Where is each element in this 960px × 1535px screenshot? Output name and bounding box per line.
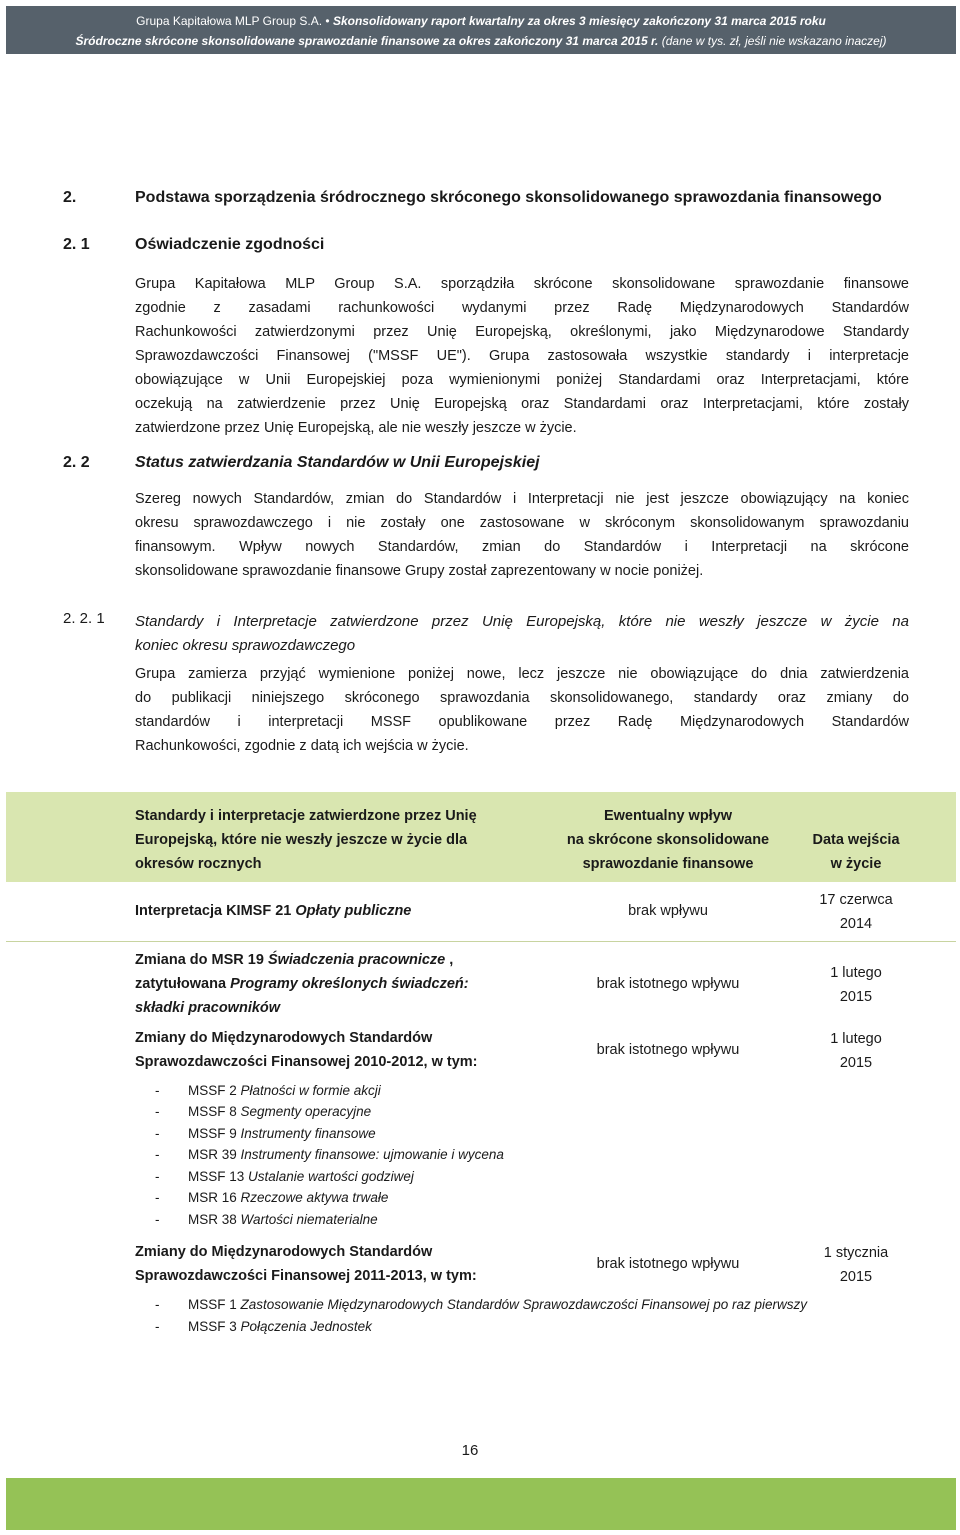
page-header <box>6 6 956 54</box>
para-line: obowiązujące w Unii Europejskiej poza wymienionymi poniżej Standardami oraz Interpretacjami, które <box>135 372 909 388</box>
dash: - <box>155 1147 160 1162</box>
standard-name: Rzeczowe aktywa trwałe <box>240 1190 389 1205</box>
table-header-effective-date <box>796 828 916 876</box>
row-2-date <box>796 961 916 1009</box>
para-line: Grupa Kapitałowa MLP Group S.A. sporządziła skrócone skonsolidowane sprawozdanie finansowe <box>135 276 909 292</box>
section-2-2-1-title <box>135 610 909 658</box>
row-3-date <box>796 1027 916 1075</box>
row-3-line: Zmiany do Międzynarodowych Standardów <box>135 1030 433 1046</box>
para-line: Sprawozdawczości Finansowej ("MSSF UE"). Grupa zastosowała wszystkie standardy i interpretacje <box>135 348 909 364</box>
standard-code: MSSF 9 <box>188 1126 241 1141</box>
header-line: Data wejścia <box>812 832 900 848</box>
row-divider <box>6 941 956 942</box>
row-2-text: , <box>445 952 454 968</box>
date-line: 17 czerwca <box>819 892 893 908</box>
standard-code: MSSF 8 <box>188 1104 241 1119</box>
header-line: Europejską, które nie weszły jeszcze w życie dla <box>135 832 468 848</box>
row-4-line: Sprawozdawczości Finansowej 2011-2013, w tym: <box>135 1268 477 1284</box>
standard-code: MSSF 3 <box>188 1319 241 1334</box>
standard-name: Instrumenty finansowe: ujmowanie i wycena <box>240 1147 504 1162</box>
standard-code: MSR 38 <box>188 1212 241 1227</box>
title-line: koniec okresu sprawozdawczego <box>135 637 356 654</box>
section-2-2-title: Status zatwierdzania Standardów w Unii Europejskiej <box>135 454 540 471</box>
header-line-2 <box>6 34 956 48</box>
section-2-2-1-paragraph <box>135 662 909 758</box>
row-2-italic: Programy określonych świadczeń: <box>230 976 469 992</box>
row-1-impact: brak wpływu <box>628 903 708 919</box>
page-footer-band <box>6 1478 956 1530</box>
standard-name: Połączenia Jednostek <box>240 1319 372 1334</box>
header-line-1 <box>6 14 956 28</box>
standard-code: MSR 16 <box>188 1190 241 1205</box>
header-line: w życie <box>830 856 882 872</box>
standard-name: Zastosowanie Międzynarodowych Standardów Sprawozdawczości Finansowej po raz pierwszy <box>240 1297 808 1312</box>
header-line: Standardy i interpretacje zatwierdzone przez Unię <box>135 808 477 824</box>
row-2-italic: Świadczenia pracownicze <box>267 952 446 968</box>
header-report-title: Skonsolidowany raport kwartalny za okres 3 miesięcy zakończony 31 marca 2015 roku <box>332 14 826 28</box>
dash: - <box>155 1319 160 1334</box>
row-1-prefix: Interpretacja KIMSF 21 <box>135 903 296 919</box>
row-2-line <box>135 996 535 1020</box>
dash: - <box>155 1190 160 1205</box>
header-units-note: (dane w tys. zł, jeśli nie wskazano inaczej) <box>661 34 887 48</box>
date-line: 1 stycznia <box>823 1245 889 1261</box>
para-line: standardów i interpretacji MSSF opublikowane przez Radę Międzynarodowych Standardów <box>135 714 909 730</box>
row-2-italic: składki pracowników <box>135 1000 281 1016</box>
row-4-line: Zmiany do Międzynarodowych Standardów <box>135 1244 433 1260</box>
para-line: Rachunkowości, zgodnie z datą ich wejścia w życie. <box>135 738 469 754</box>
header-statement-title: Śródroczne skrócone skonsolidowane sprawozdanie finansowe za okres zakończony 31 marca 2015 r. <box>75 34 659 48</box>
row-3-line: Sprawozdawczości Finansowej 2010-2012, w tym: <box>135 1054 478 1070</box>
row-4-standard <box>135 1240 555 1288</box>
standard-code: MSSF 1 <box>188 1297 241 1312</box>
section-2-title: Podstawa sporządzenia śródrocznego skróconego skonsolidowanego sprawozdania finansowego <box>135 189 882 206</box>
standard-code: MSR 39 <box>188 1147 241 1162</box>
row-1-italic: Opłaty publiczne <box>295 903 412 919</box>
para-line: zatwierdzone przez Unię Europejską, ale nie weszły jeszcze w życie. <box>135 420 577 436</box>
row-2-impact: brak istotnego wpływu <box>596 976 740 992</box>
header-line: okresów rocznych <box>135 856 262 872</box>
dash: - <box>155 1297 160 1312</box>
date-line: 1 lutego <box>830 1031 882 1047</box>
section-2-1-title: Oświadczenie zgodności <box>135 236 325 253</box>
row-2-text: zatytułowana <box>135 976 231 992</box>
para-line: do publikacji niniejszego skróconego sprawozdania skonsolidowanego, standardy oraz zmiany do <box>135 690 909 706</box>
row-4-impact: brak istotnego wpływu <box>596 1256 740 1272</box>
standard-name: Instrumenty finansowe <box>240 1126 376 1141</box>
standard-code: MSSF 2 <box>188 1083 241 1098</box>
table-header-standards <box>135 804 535 876</box>
row-4-date <box>796 1241 916 1289</box>
para-line: oczekują na zatwierdzenie przez Unię Europejską oraz Standardami oraz Interpretacjami, które zostały <box>135 396 909 412</box>
section-2-1-number: 2. 1 <box>63 236 90 253</box>
section-2-2-paragraph <box>135 487 909 583</box>
section-2-1-paragraph <box>135 272 909 440</box>
para-line: Rachunkowości zatwierdzonymi przez Unię Europejską, określonymi, jako Międzynarodowe Standardy <box>135 324 909 340</box>
standard-name: Segmenty operacyjne <box>240 1104 372 1119</box>
para-line: okresu sprawozdawczego i nie zostały one zastosowane w skróconym skonsolidowanym sprawozdaniu <box>135 515 909 531</box>
header-bullet: • <box>325 14 330 28</box>
dash: - <box>155 1212 160 1227</box>
date-line: 2014 <box>839 916 873 932</box>
para-line: Szereg nowych Standardów, zmian do Standardów i Interpretacji nie jest jeszcze obowiązujący na koniec <box>135 491 909 507</box>
row-3-standard <box>135 1026 555 1074</box>
dash: - <box>155 1083 160 1098</box>
standard-code: MSSF 13 <box>188 1169 249 1184</box>
row-2-text: Zmiana do MSR 19 <box>135 952 268 968</box>
row-2-line <box>135 972 535 996</box>
para-line: zgodnie z zasadami rachunkowości wydanymi przez Radę Międzynarodowych Standardów <box>135 300 909 316</box>
para-line: Grupa zamierza przyjąć wymienione poniżej nowe, lecz jeszcze nie obowiązujące do dnia zatwierdzenia <box>135 666 909 682</box>
date-line: 1 lutego <box>830 965 882 981</box>
date-line: 2015 <box>839 1269 873 1285</box>
title-line: Standardy i Interpretacje zatwierdzone przez Unię Europejską, które nie weszły jeszcze w życie na <box>135 613 909 630</box>
row-2-standard <box>135 948 535 1020</box>
dash: - <box>155 1126 160 1141</box>
para-line: finansowym. Wpływ nowych Standardów, zmian do Standardów i Interpretacji na skrócone <box>135 539 909 555</box>
standard-name: Płatności w formie akcji <box>240 1083 381 1098</box>
row-1-standard <box>135 899 411 923</box>
standard-name: Ustalanie wartości godziwej <box>248 1169 414 1184</box>
page-number: 16 <box>461 1442 479 1459</box>
header-line: sprawozdanie finansowe <box>582 856 754 872</box>
header-company: Grupa Kapitałowa MLP Group S.A. <box>136 14 323 28</box>
row-1-date <box>796 888 916 936</box>
date-line: 2015 <box>839 1055 873 1071</box>
dash: - <box>155 1169 160 1184</box>
section-2-2-number: 2. 2 <box>63 454 90 471</box>
section-2-number: 2. <box>63 189 77 206</box>
row-2-line <box>135 948 535 972</box>
header-line: na skrócone skonsolidowane <box>566 832 770 848</box>
date-line: 2015 <box>839 989 873 1005</box>
header-line: Ewentualny wpływ <box>603 808 733 824</box>
para-line: skonsolidowane sprawozdanie finansowe Grupy został zaprezentowany w nocie poniżej. <box>135 563 704 579</box>
table-header-impact <box>548 804 788 876</box>
section-2-2-1-number: 2. 2. 1 <box>63 610 105 627</box>
standard-name: Wartości niematerialne <box>240 1212 378 1227</box>
dash: - <box>155 1104 160 1119</box>
row-3-impact: brak istotnego wpływu <box>596 1042 740 1058</box>
